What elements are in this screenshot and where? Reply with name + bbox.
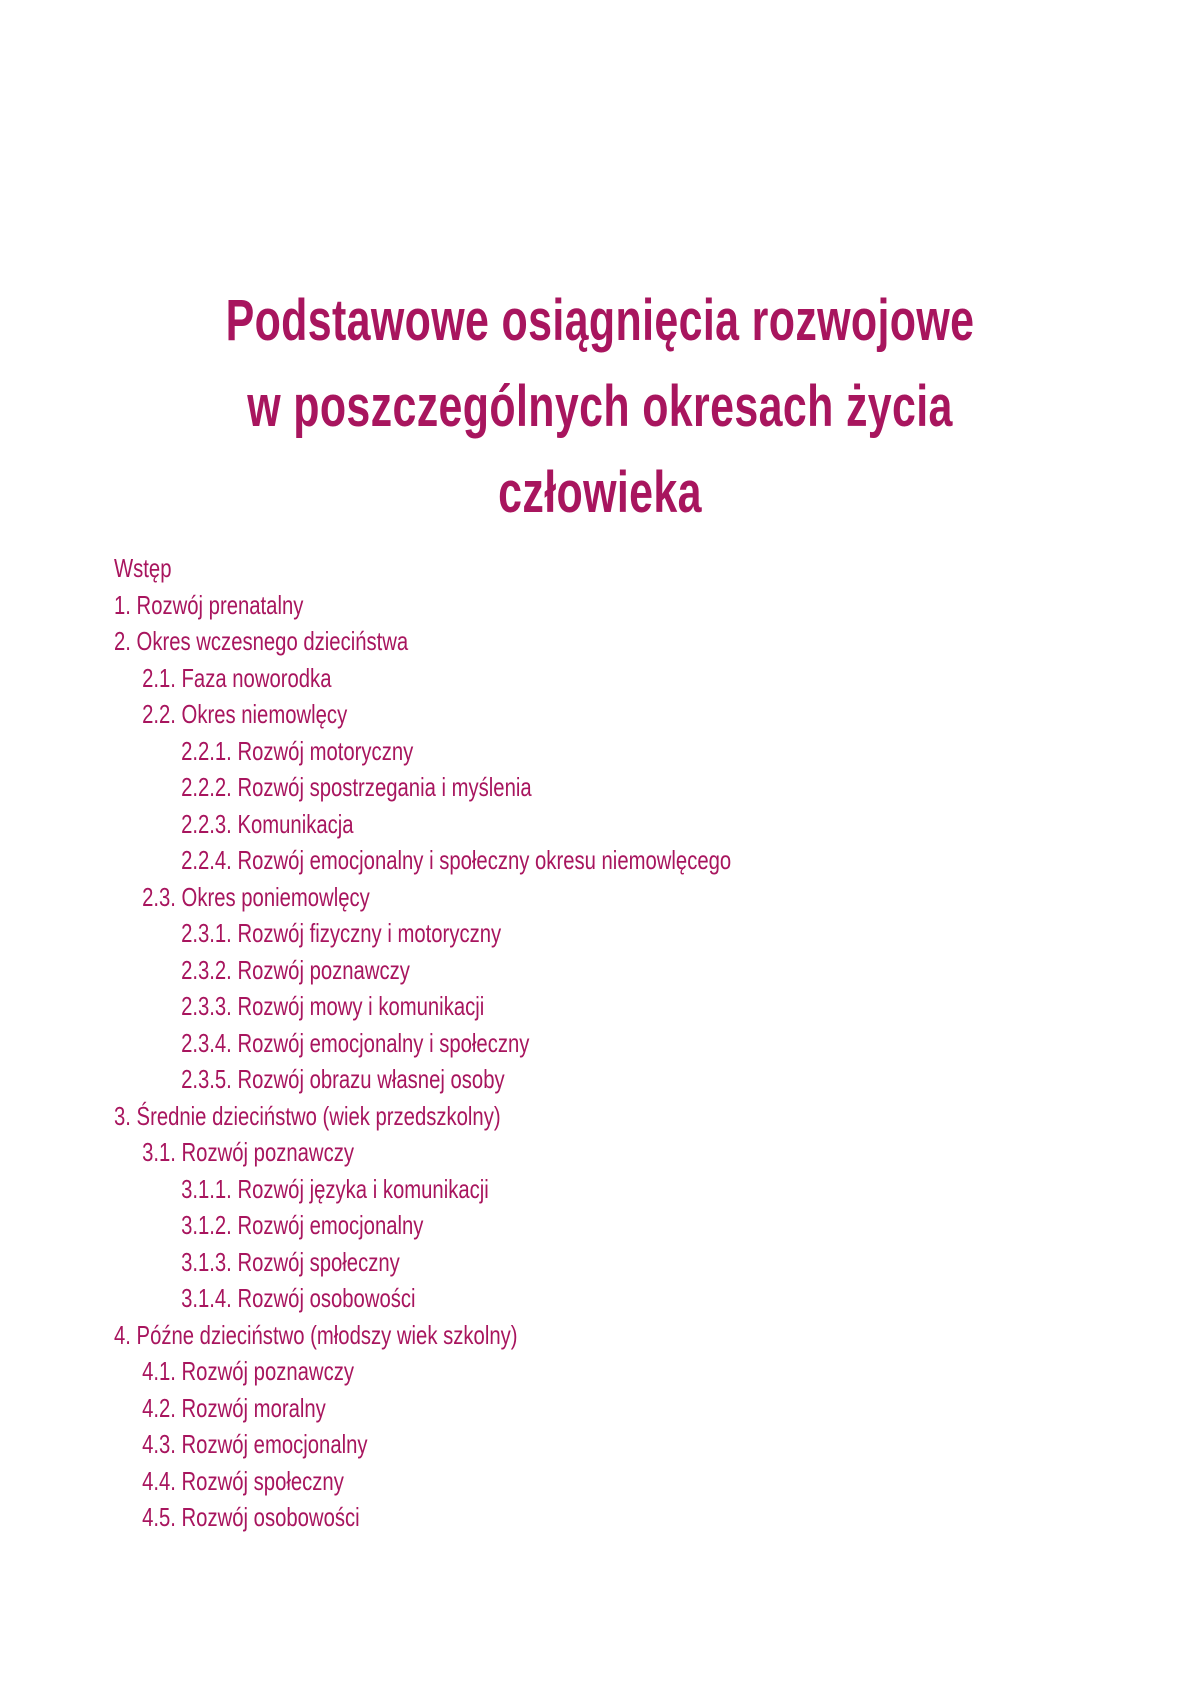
toc-entry — [114, 1426, 894, 1463]
toc-entry — [114, 915, 894, 952]
page-title — [156, 278, 1044, 536]
toc-entry — [114, 1025, 894, 1062]
toc-entry — [114, 1207, 894, 1244]
toc-entry-text: 3.1.3. Rozwój społeczny — [181, 1246, 400, 1277]
toc-entry — [114, 660, 894, 697]
toc-entry — [114, 1171, 894, 1208]
toc-entry — [114, 550, 894, 587]
toc-entry — [114, 769, 894, 806]
toc-entry — [114, 842, 894, 879]
toc-entry-text: 2.2.3. Komunikacja — [181, 808, 354, 839]
toc-entry-text: 2.3.5. Rozwój obrazu własnej osoby — [181, 1064, 505, 1094]
toc-entry — [114, 1134, 894, 1171]
toc-entry-text: 4.1. Rozwój poznawczy — [142, 1356, 354, 1386]
toc-entry — [114, 696, 894, 733]
title-line-2: w poszczególnych okresach życia człowieka — [247, 374, 953, 525]
toc-entry — [114, 1353, 894, 1390]
toc-entry — [114, 806, 894, 843]
toc-entry-text: 2.3.3. Rozwój mowy i komunikacji — [181, 991, 485, 1021]
toc-entry-text: 2.1. Faza noworodka — [142, 662, 332, 693]
toc-entry-text: 2.3.1. Rozwój fizyczny i motoryczny — [181, 918, 502, 948]
table-of-contents — [114, 550, 894, 1536]
toc-entry-text: 2.2. Okres niemowlęcy — [142, 699, 348, 729]
toc-entry-text: 2.3.4. Rozwój emocjonalny i społeczny — [181, 1027, 530, 1058]
toc-entry-text: 4.2. Rozwój moralny — [142, 1392, 326, 1423]
toc-entry-text: 4.5. Rozwój osobowości — [142, 1502, 360, 1532]
toc-entry — [114, 1463, 894, 1500]
toc-entry-text: 3.1.1. Rozwój języka i komunikacji — [181, 1173, 489, 1204]
toc-entry-text: 1. Rozwój prenatalny — [114, 589, 304, 620]
toc-entry-text: 2.2.4. Rozwój emocjonalny i społeczny okresu niemowlęcego — [181, 845, 732, 875]
toc-entry — [114, 1098, 894, 1135]
toc-entry-text: 3.1. Rozwój poznawczy — [142, 1137, 354, 1167]
toc-entry — [114, 1061, 894, 1098]
toc-entry-text: 2.2.2. Rozwój spostrzegania i myślenia — [181, 772, 532, 802]
toc-entry — [114, 1499, 894, 1536]
toc-entry — [114, 1244, 894, 1281]
toc-entry-text: 2.2.1. Rozwój motoryczny — [181, 735, 414, 766]
toc-entry — [114, 1317, 894, 1354]
toc-entry-text: Wstęp — [114, 553, 172, 583]
toc-entry — [114, 988, 894, 1025]
toc-entry — [114, 952, 894, 989]
toc-entry-text: 2.3. Okres poniemowlęcy — [142, 881, 370, 912]
toc-entry-text: 2.3.2. Rozwój poznawczy — [181, 954, 410, 985]
title-line-1: Podstawowe osiągnięcia rozwojowe — [225, 288, 975, 353]
toc-entry-text: 4. Późne dzieciństwo (młodszy wiek szkolny) — [114, 1319, 518, 1350]
toc-entry — [114, 623, 894, 660]
toc-entry-text: 3.1.4. Rozwój osobowości — [181, 1283, 416, 1313]
toc-entry-text: 3.1.2. Rozwój emocjonalny — [181, 1210, 424, 1240]
toc-entry — [114, 733, 894, 770]
toc-entry — [114, 879, 894, 916]
toc-entry-text: 4.3. Rozwój emocjonalny — [142, 1429, 368, 1459]
toc-entry — [114, 1280, 894, 1317]
toc-entry — [114, 587, 894, 624]
toc-entry-text: 3. Średnie dzieciństwo (wiek przedszkolny) — [114, 1100, 501, 1131]
toc-entry-text: 4.4. Rozwój społeczny — [142, 1465, 344, 1496]
toc-entry-text: 2. Okres wczesnego dzieciństwa — [114, 626, 409, 656]
toc-entry — [114, 1390, 894, 1427]
